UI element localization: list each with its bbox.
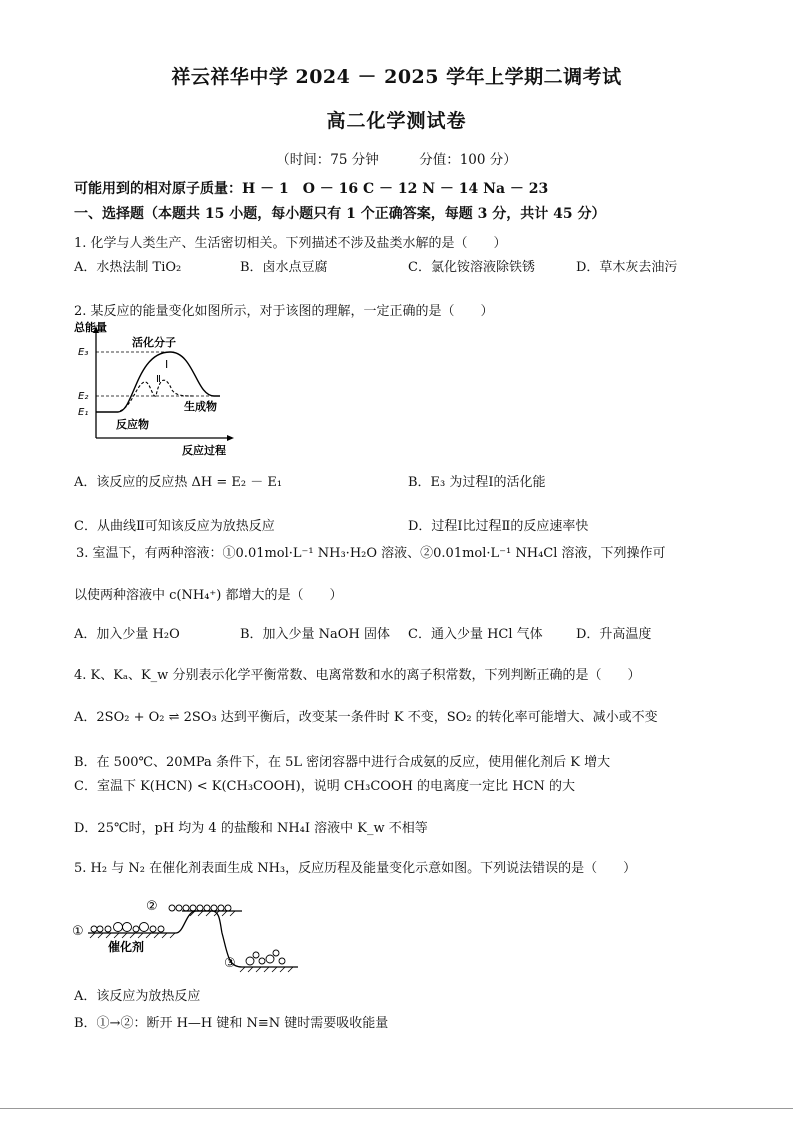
- q4-option-a: A．2SO₂ + O₂ ⇌ 2SO₃ 达到平衡后，改变某一条件时 K 不变，SO₂ 的转化率可能增大、减小或不变: [74, 710, 658, 725]
- q3-option-c: C．通入少量 HCl 气体: [408, 627, 543, 642]
- fig1-product-label: 生成物: [184, 400, 217, 413]
- q3-option-d: D．升高温度: [576, 627, 652, 642]
- q4-option-d: D．25℃时，pH 均为 4 的盐酸和 NH₄I 溶液中 K_w 不相等: [74, 821, 428, 836]
- exam-title: 祥云祥华中学 2024 － 2025 学年上学期二调考试: [171, 66, 622, 88]
- page-bottom-rule: [0, 1108, 793, 1109]
- q1-option-b: B．卤水点豆腐: [240, 260, 328, 275]
- fig1-reactant-label: 反应物: [116, 418, 149, 431]
- q5-option-b: B．①→②：断开 H—H 键和 N≡N 键时需要吸收能量: [74, 1016, 389, 1031]
- catalyst-label: 催化剂: [108, 940, 145, 954]
- q3-option-b: B．加入少量 NaOH 固体: [240, 627, 390, 642]
- state-3-molecules: [246, 950, 285, 965]
- q5-option-a: A．该反应为放热反应: [74, 989, 201, 1004]
- fig1-curve1-label: Ⅰ: [165, 358, 169, 371]
- state-3-label: ③: [224, 956, 236, 971]
- state-1-label: ①: [72, 924, 84, 939]
- pathway-line: [88, 911, 298, 967]
- q4-option-c: C．室温下 K(HCN) < K(CH₃COOH)，说明 CH₃COOH 的电离度一定比 HCN 的大: [74, 779, 575, 794]
- q1-stem: 1. 化学与人类生产、生活密切相关。下列描述不涉及盐类水解的是（ ）: [74, 236, 507, 251]
- state-2-label: ②: [146, 899, 158, 914]
- fig1-activated-label: 活化分子: [132, 336, 176, 349]
- q2-option-c: C．从曲线Ⅱ可知该反应为放热反应: [74, 519, 275, 534]
- q3-stem-line2: 以使两种溶液中 c(NH₄⁺) 都增大的是（ ）: [74, 588, 343, 603]
- energy-diagram-figure: [74, 320, 244, 458]
- q2-option-b: B．E₃ 为过程Ⅰ的活化能: [408, 475, 546, 490]
- q2-option-d: D．过程Ⅰ比过程Ⅱ的反应速率快: [408, 519, 589, 534]
- fig1-curve2-label: Ⅱ: [156, 374, 161, 385]
- fig1-e1-label: E₁: [78, 407, 89, 418]
- atomic-masses: 可能用到的相对原子质量：H － 1 O － 16 C － 12 N － 14 Na － 23: [74, 181, 549, 197]
- fig1-e2-label: E₂: [78, 391, 89, 402]
- q4-option-b: B．在 500℃、20MPa 条件下，在 5L 密闭容器中进行合成氨的反应，使用催化剂后 K 增大: [74, 755, 611, 770]
- fig1-xlabel: 反应过程: [182, 444, 226, 457]
- q2-option-a: A．该反应的反应热 ΔH = E₂ － E₁: [74, 475, 283, 490]
- q1-option-d: D．草木灰去油污: [576, 260, 678, 275]
- section-heading: 一、选择题（本题共 15 小题，每小题只有 1 个正确答案，每题 3 分，共计 45 分）: [74, 206, 606, 222]
- q4-stem: 4. K、Kₐ、K_w 分别表示化学平衡常数、电离常数和水的离子积常数，下列判断正确的是（ ）: [74, 668, 641, 683]
- exam-subtitle: 高二化学测试卷: [326, 110, 467, 132]
- q3-option-a: A．加入少量 H₂O: [74, 627, 180, 642]
- catalyst-pathway-figure: [72, 893, 302, 977]
- exam-meta: （时间：75 分钟 分值：100 分）: [276, 152, 517, 168]
- q3-stem-line1: 3. 室温下，有两种溶液：①0.01mol·L⁻¹ NH₃·H₂O 溶液、②0.01mol·L⁻¹ NH₄Cl 溶液，下列操作可: [76, 546, 666, 561]
- q1-option-a: A．水热法制 TiO₂: [74, 260, 182, 275]
- state-1-molecules: [91, 923, 164, 933]
- q5-stem: 5. H₂ 与 N₂ 在催化剂表面生成 NH₃，反应历程及能量变化示意如图。下列说法错误的是（ ）: [74, 861, 637, 876]
- fig1-e3-label: E₃: [78, 347, 89, 358]
- fig1-ylabel: 总能量: [74, 321, 107, 334]
- state-2-molecules: [169, 905, 231, 911]
- q1-option-c: C．氯化铵溶液除铁锈: [408, 260, 535, 275]
- x-axis-arrow: [227, 435, 234, 441]
- q2-stem: 2. 某反应的能量变化如图所示，对于该图的理解，一定正确的是（ ）: [74, 304, 494, 319]
